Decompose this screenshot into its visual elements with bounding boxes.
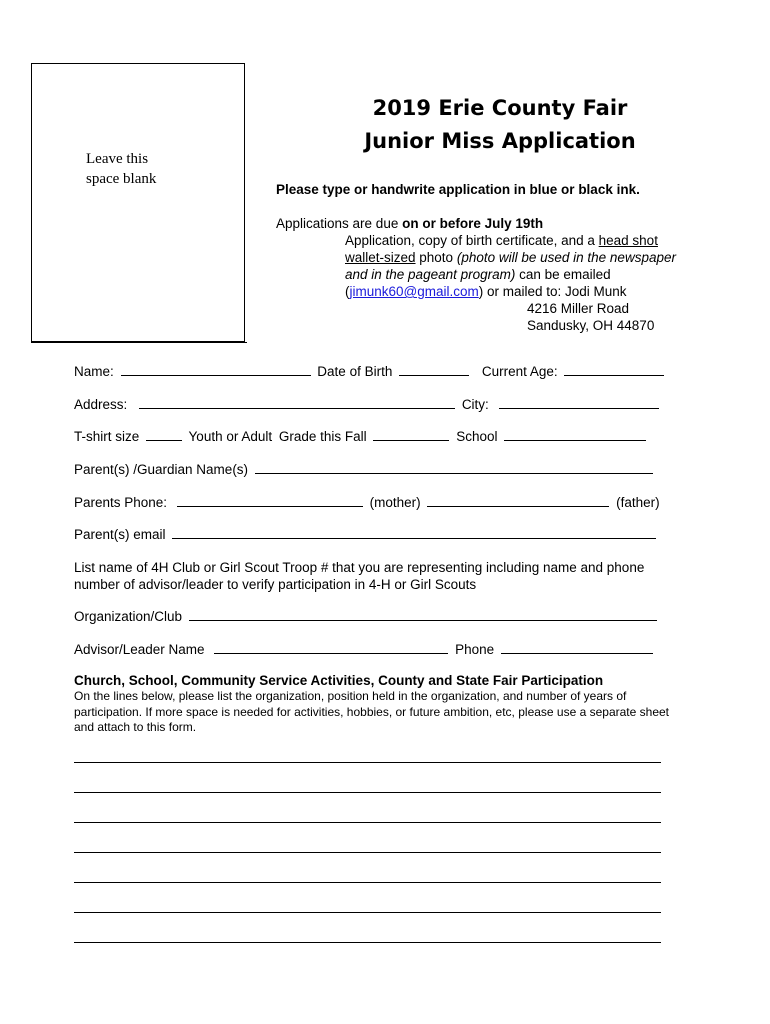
- organization-label: Organization/Club: [74, 609, 183, 624]
- title-line1: 2019 Erie County Fair: [372, 96, 628, 120]
- mother-phone-field[interactable]: [177, 494, 363, 507]
- row-advisor: [74, 641, 656, 657]
- email-link[interactable]: jimunk60@gmail.com: [349, 284, 479, 299]
- mail-address-line1: 4216 Miller Road: [527, 301, 630, 316]
- address-label: Address:: [74, 397, 128, 412]
- grade-field[interactable]: [373, 428, 449, 441]
- organization-field[interactable]: [189, 608, 657, 621]
- row-address: [74, 396, 662, 412]
- club-instructions: [74, 559, 714, 593]
- row-organization: [74, 608, 660, 624]
- activities-text-line2: participation. If more space is needed for activities, hobbies, or future ambition, etc, please use a separate sheet: [74, 704, 670, 719]
- city-label: City:: [461, 397, 489, 412]
- school-field[interactable]: [504, 428, 646, 441]
- activities-instructions: [74, 689, 734, 736]
- parents-phone-label: Parents Phone:: [74, 495, 168, 510]
- activity-line-6[interactable]: [74, 912, 661, 913]
- row-email: [74, 526, 659, 542]
- photo-placeholder-box: [31, 63, 245, 342]
- mother-label: (mother): [369, 495, 421, 510]
- activity-line-2[interactable]: [74, 792, 661, 793]
- name-label: Name:: [74, 364, 114, 379]
- dob-field[interactable]: [399, 363, 469, 376]
- row-parents-phone: [74, 494, 660, 510]
- activities-title: Church, School, Community Service Activities, County and State Fair Participation: [74, 673, 604, 688]
- title-line2: Junior Miss Application: [364, 129, 636, 153]
- photo-box-underline: [31, 341, 247, 343]
- due-line1: [276, 215, 676, 232]
- row-guardian: [74, 461, 656, 477]
- guardian-field[interactable]: [255, 461, 653, 474]
- club-instructions-line2: number of advisor/leader to verify participation in 4-H or Girl Scouts: [74, 577, 477, 592]
- photo-box-label-line1: Leave this: [86, 151, 149, 167]
- row-tshirt: [74, 428, 649, 444]
- school-label: School: [456, 429, 498, 444]
- wallet-sized-text: wallet-sized: [345, 250, 416, 265]
- guardian-label: Parent(s) /Guardian Name(s): [74, 462, 249, 477]
- activity-line-5[interactable]: [74, 882, 661, 883]
- activities-text-line1: On the lines below, please list the organization, position held in the organization, and number of years of: [74, 689, 627, 703]
- mail-address-line2: Sandusky, OH 44870: [527, 318, 655, 333]
- due-line3-italic: (photo will be used in the newspaper: [456, 250, 676, 265]
- due-line5-open: (: [345, 284, 350, 299]
- due-line3-text: photo: [415, 250, 457, 265]
- activity-line-4[interactable]: [74, 852, 661, 853]
- photo-box-label-line2: space blank: [86, 171, 157, 187]
- dob-label: Date of Birth: [317, 364, 393, 379]
- tshirt-label: T-shirt size: [74, 429, 140, 444]
- activity-line-1[interactable]: [74, 762, 661, 763]
- due-line3: [276, 249, 676, 266]
- youth-adult-label: Youth or Adult: [188, 429, 273, 444]
- advisor-field[interactable]: [214, 641, 448, 654]
- age-label: Current Age:: [481, 364, 558, 379]
- due-line4: [276, 266, 676, 283]
- due-line5: [276, 283, 676, 300]
- page-title: [300, 92, 700, 158]
- due-line2-text: Application, copy of birth certificate, and a: [345, 233, 599, 248]
- phone-label: Phone: [455, 642, 495, 657]
- head-shot-text: head shot: [598, 233, 658, 248]
- grade-label: Grade this Fall: [278, 429, 367, 444]
- activity-line-3[interactable]: [74, 822, 661, 823]
- advisor-phone-field[interactable]: [501, 641, 653, 654]
- name-field[interactable]: [121, 363, 311, 376]
- photo-box-label: [86, 149, 206, 189]
- age-field[interactable]: [564, 363, 664, 376]
- due-line5-text: ) or mailed to: Jodi Munk: [478, 284, 627, 299]
- row-name: [74, 363, 667, 379]
- email-field[interactable]: [172, 526, 656, 539]
- father-phone-field[interactable]: [427, 494, 609, 507]
- tshirt-field[interactable]: [146, 428, 182, 441]
- ink-instruction: Please type or handwrite application in blue or black ink.: [276, 182, 640, 197]
- activities-text-line3: and attach to this form.: [74, 720, 197, 734]
- club-instructions-line1: List name of 4H Club or Girl Scout Troop # that you are representing including name and phone: [74, 560, 645, 575]
- due-line2: [276, 232, 676, 249]
- city-field[interactable]: [499, 396, 659, 409]
- address-field[interactable]: [139, 396, 455, 409]
- due-prefix: Applications are due: [276, 216, 403, 231]
- email-label: Parent(s) email: [74, 527, 166, 542]
- advisor-label: Advisor/Leader Name: [74, 642, 205, 657]
- due-line4-italic: and in the pageant program): [345, 267, 516, 282]
- due-block: [276, 215, 676, 334]
- due-line4-text: can be emailed: [515, 267, 611, 282]
- activity-line-7[interactable]: [74, 942, 661, 943]
- father-label: (father): [616, 495, 660, 510]
- due-deadline: on or before July 19th: [402, 216, 544, 231]
